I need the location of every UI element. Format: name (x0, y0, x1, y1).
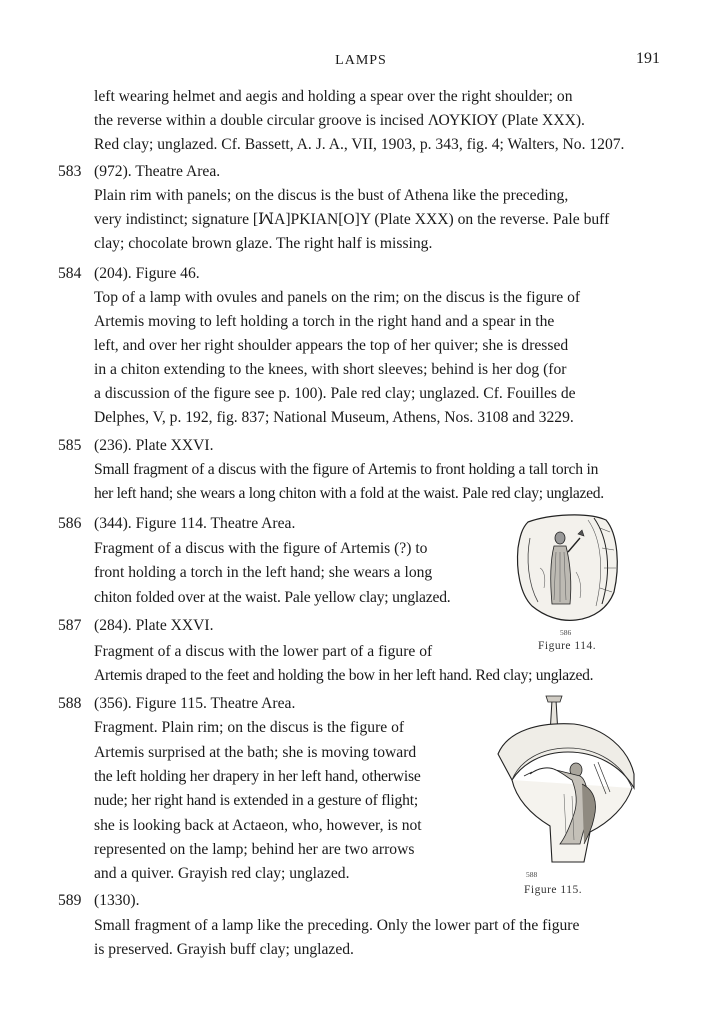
entry-line: Plain rim with panels; on the discus is the bust of Athena like the preceding, (94, 187, 569, 204)
entry-line: nude; her right hand is extended in a gesture of flight; (94, 792, 418, 809)
entry-head: (236). Plate XXVI. (94, 437, 214, 454)
entry-line: the left holding her drapery in her left hand, otherwise (94, 768, 421, 785)
entry-line: her left hand; she wears a long chiton with a fold at the waist. Pale red clay; unglazed. (94, 485, 604, 502)
entry-line: Artemis draped to the feet and holding the bow in her left hand. Red clay; unglazed. (94, 667, 594, 684)
entry-number: 589 (58, 892, 82, 909)
entry-line: Top of a lamp with ovules and panels on the rim; on the discus is the figure of (94, 289, 581, 306)
entry-line: Fragment. Plain rim; on the discus is the figure of (94, 719, 405, 736)
entry-number: 588 (58, 695, 82, 712)
entry-line: very indistinct; signature [ꟽΑ]ΡΚΙΑΝ[Ο]Υ (Plate XXX) on the reverse. Pale buff (94, 211, 610, 228)
entry-line: is preserved. Grayish buff clay; unglazed. (94, 941, 354, 958)
figure-label: 588 (526, 870, 538, 879)
entry-line: chiton folded over at the waist. Pale yellow clay; unglazed. (94, 589, 451, 606)
entry-number: 586 (58, 515, 82, 532)
entry-line: Delphes, V, p. 192, fig. 837; National Museum, Athens, Nos. 3108 and 3229. (94, 409, 574, 426)
intro-line: the reverse within a double circular groove is incised ΛΟΥΚΙΟΥ (Plate XXX). (94, 112, 585, 129)
entry-number: 583 (58, 163, 82, 180)
figure-caption: Figure 114. (538, 640, 597, 652)
entry-line: Fragment of a discus with the figure of Artemis (?) to (94, 540, 428, 557)
entry-line: Small fragment of a lamp like the preceding. Only the lower part of the figure (94, 917, 580, 934)
entry-line: represented on the lamp; behind her are two arrows (94, 841, 415, 858)
entry-number: 585 (58, 437, 82, 454)
figure-caption: Figure 115. (524, 884, 583, 896)
figure-115-illustration (494, 694, 638, 866)
entry-line: Small fragment of a discus with the figure of Artemis to front holding a tall torch in (94, 461, 599, 478)
entry-line: front holding a torch in the left hand; she wears a long (94, 564, 433, 581)
entry-head: (204). Figure 46. (94, 265, 200, 282)
intro-line: Red clay; unglazed. Cf. Bassett, A. J. A., VII, 1903, p. 343, fig. 4; Walters, No. 1207. (94, 136, 625, 153)
entry-number: 584 (58, 265, 82, 282)
entry-head: (356). Figure 115. Theatre Area. (94, 695, 296, 712)
entry-head: (1330). (94, 892, 140, 909)
entry-line: in a chiton extending to the knees, with short sleeves; behind is her dog (for (94, 361, 567, 378)
entry-line: Artemis moving to left holding a torch in the right hand and a spear in the (94, 313, 555, 330)
intro-line: left wearing helmet and aegis and holding a spear over the right shoulder; on (94, 88, 573, 105)
entry-number: 587 (58, 617, 82, 634)
entry-line: she is looking back at Actaeon, who, however, is not (94, 817, 422, 834)
entry-line: Artemis surprised at the bath; she is moving toward (94, 744, 417, 761)
entry-line: clay; chocolate brown glaze. The right half is missing. (94, 235, 433, 252)
entry-line: and a quiver. Grayish red clay; unglazed. (94, 865, 350, 882)
entry-head: (972). Theatre Area. (94, 163, 221, 180)
entry-line: left, and over her right shoulder appears the top of her quiver; she is dressed (94, 337, 569, 354)
entry-line: a discussion of the figure see p. 100). Pale red clay; unglazed. Cf. Fouilles de (94, 385, 576, 402)
page-number: 191 (636, 50, 660, 67)
figure-114-illustration (510, 508, 624, 626)
entry-head: (344). Figure 114. Theatre Area. (94, 515, 296, 532)
entry-line: Fragment of a discus with the lower part of a figure of (94, 643, 433, 660)
figure-label: 586 (560, 628, 572, 637)
entry-head: (284). Plate XXVI. (94, 617, 214, 634)
running-header: LAMPS (335, 53, 387, 68)
